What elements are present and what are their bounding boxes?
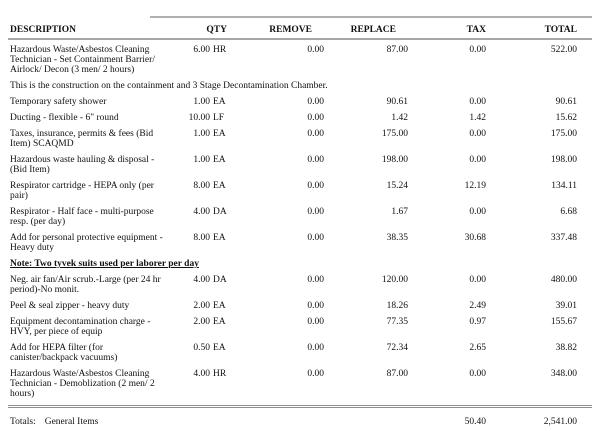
item-description: Add for HEPA filter (for canister/backpack vacuums) [10,343,118,363]
item-description: Hazardous waste hauling & disposal - (Bid Item) [10,155,155,175]
item-qty-value: 2.00 [193,317,210,327]
item-qty-value: 10.00 [188,113,210,123]
item-description: Hazardous Waste/Asbestos Cleaning Technician - Set Containment Barrier/ Airlock/ Decon (3 men/ 2 hours) [10,45,155,75]
item-remove-value: 0.00 [307,45,324,55]
item-tax-value: 0.00 [469,129,486,139]
item-qty-unit: EA [213,155,226,165]
item-remove-value: 0.00 [307,343,324,353]
table-row [0,207,600,227]
item-replace-value: 15.24 [386,181,408,191]
item-qty-cell [168,301,232,311]
item-qty-cell [168,343,232,363]
item-tax-value: 30.68 [464,233,486,243]
item-qty-cell [168,155,232,175]
totals-tax-value: 50.40 [464,417,486,427]
item-remove-value: 0.00 [307,369,324,379]
item-total-value: 175.00 [550,129,577,139]
column-header-replace: REPLACE [350,25,396,35]
item-qty-cell [168,45,232,75]
item-qty-value: 1.00 [193,129,210,139]
item-description: Temporary safety shower [10,97,107,107]
item-qty-unit: EA [213,97,226,107]
item-description: Add for personal protective equipment - Heavy duty [10,233,163,253]
item-qty-unit: HR [213,45,227,55]
item-qty-value: 1.00 [193,155,210,165]
item-remove-value: 0.00 [307,181,324,191]
table-row [0,45,600,75]
item-description: Peel & seal zipper - heavy duty [10,301,130,311]
item-qty-cell [168,233,232,253]
item-replace-value: 1.42 [391,113,408,123]
table-body [0,45,600,399]
item-tax-value: 2.49 [469,301,486,311]
item-total-value: 38.82 [555,343,577,353]
item-remove-value: 0.00 [307,233,324,243]
item-total-value: 155.67 [550,317,577,327]
item-replace-value: 90.61 [386,97,408,107]
item-total-value: 198.00 [550,155,577,165]
table-row [0,129,600,149]
item-qty-value: 4.00 [193,207,210,217]
item-total-value: 15.62 [555,113,577,123]
item-remove-value: 0.00 [307,113,324,123]
item-tax-value: 12.19 [464,181,486,191]
item-total-value: 348.00 [550,369,577,379]
totals-remove-cell [232,417,324,427]
item-qty-cell [168,181,232,201]
item-total-value: 337.48 [550,233,577,243]
item-remove-value: 0.00 [307,129,324,139]
item-qty-cell [168,369,232,399]
item-qty-unit: EA [213,343,226,353]
item-qty-value: 0.50 [193,343,210,353]
note-row [0,259,600,269]
item-replace-value: 87.00 [386,369,408,379]
table-header-row [0,25,600,35]
item-total-value: 6.68 [560,207,577,217]
item-description: Hazardous Waste/Asbestos Cleaning Technician - Demoblization (2 men/ 2 hours) [10,369,155,399]
totals-double-rule [8,405,592,408]
table-row [0,301,600,311]
item-qty-value: 4.00 [193,369,210,379]
table-row [0,369,600,399]
item-qty-cell [168,275,232,295]
item-qty-unit: DA [213,275,227,285]
totals-replace-cell [324,417,408,427]
item-replace-value: 72.34 [386,343,408,353]
header-rule [8,38,592,40]
item-remove-value: 0.00 [307,301,324,311]
item-qty-unit: EA [213,301,226,311]
item-qty-cell [168,97,232,107]
item-qty-value: 6.00 [193,45,210,55]
item-total-value: 90.61 [555,97,577,107]
item-tax-value: 0.00 [469,97,486,107]
item-remove-value: 0.00 [307,317,324,327]
item-qty-unit: HR [213,369,227,379]
item-qty-value: 8.00 [193,233,210,243]
item-replace-value: 1.67 [391,207,408,217]
totals-total-value: 2,541.00 [543,417,577,427]
note-text: This is the construction on the containment and 3 Stage Decontamination Chamber. [10,81,328,91]
item-total-value: 39.01 [555,301,577,311]
totals-qty-cell [168,417,232,427]
column-header-total: TOTAL [544,25,577,35]
item-qty-unit: LF [213,113,225,123]
item-qty-cell [168,317,232,337]
totals-row [0,417,600,427]
item-remove-value: 0.00 [307,275,324,285]
table-row [0,233,600,253]
item-qty-value: 4.00 [193,275,210,285]
item-total-value: 134.11 [551,181,577,191]
item-qty-cell [168,113,232,123]
item-total-value: 480.00 [550,275,577,285]
item-qty-value: 2.00 [193,301,210,311]
table-row [0,317,600,337]
table-row [0,155,600,175]
item-description: Taxes, insurance, permits & fees (Bid Item) SCAQMD [10,129,154,149]
item-description: Neg. air fan/Air scrub.-Large (per 24 hr period)-No monit. [10,275,161,295]
item-tax-value: 0.97 [469,317,486,327]
item-replace-value: 198.00 [381,155,408,165]
column-header-qty: QTY [206,25,227,35]
item-description: Ducting - flexible - 6" round [10,113,119,123]
totals-label: Totals: [10,417,36,427]
totals-labels [10,417,168,427]
item-tax-value: 0.00 [469,155,486,165]
table-row [0,113,600,123]
column-header-tax: TAX [466,25,486,35]
item-remove-value: 0.00 [307,207,324,217]
item-remove-value: 0.00 [307,155,324,165]
table-row [0,181,600,201]
item-total-value: 522.00 [550,45,577,55]
item-qty-unit: DA [213,207,227,217]
item-replace-value: 77.35 [386,317,408,327]
item-replace-value: 38.35 [386,233,408,243]
column-header-remove: REMOVE [269,25,312,35]
table-row [0,97,600,107]
item-qty-unit: EA [213,129,226,139]
item-tax-value: 2.65 [469,343,486,353]
item-tax-value: 0.00 [469,207,486,217]
item-qty-unit: EA [213,233,226,243]
item-tax-value: 0.00 [469,45,486,55]
table-row [0,343,600,363]
top-rule [150,16,592,18]
item-replace-value: 175.00 [381,129,408,139]
item-qty-unit: EA [213,181,226,191]
note-row [0,81,600,91]
item-tax-value: 0.00 [469,275,486,285]
totals-group-name: General Items [44,417,99,427]
item-qty-cell [168,207,232,227]
item-description: Equipment decontamination charge - HVY, per piece of equip [10,317,151,337]
item-replace-value: 87.00 [386,45,408,55]
item-replace-value: 18.26 [386,301,408,311]
item-qty-value: 8.00 [193,181,210,191]
item-description: Respirator cartridge - HEPA only (per pair) [10,181,154,201]
item-tax-value: 0.00 [469,369,486,379]
item-remove-value: 0.00 [307,97,324,107]
note-text: Note: Two tyvek suits used per laborer per day [10,259,199,269]
item-replace-value: 120.00 [381,275,408,285]
item-tax-value: 1.42 [469,113,486,123]
table-row [0,275,600,295]
item-qty-value: 1.00 [193,97,210,107]
item-qty-cell [168,129,232,149]
item-qty-unit: EA [213,317,226,327]
column-header-description: DESCRIPTION [10,25,76,35]
item-description: Respirator - Half face - multi-purpose resp. (per day) [10,207,154,227]
